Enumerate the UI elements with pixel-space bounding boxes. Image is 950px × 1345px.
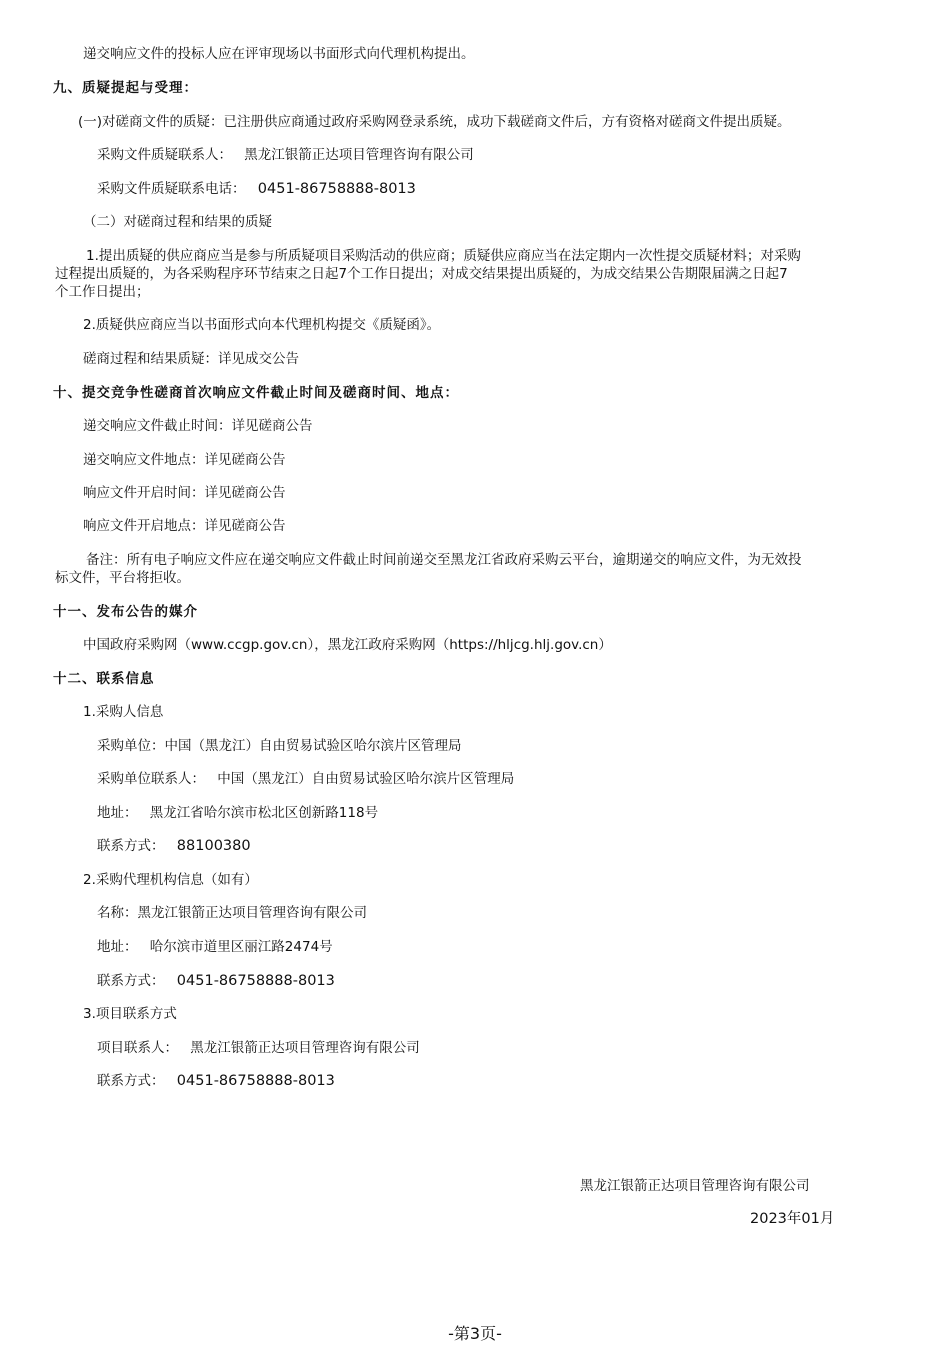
s9-contact-label: 采购文件质疑联系人：	[97, 147, 232, 163]
buyer-unit-value: 中国（黑龙江）自由贸易试验区哈尔滨片区管理局	[164, 738, 462, 754]
s10-open-time: 响应文件开启时间：详见磋商公告	[83, 485, 286, 501]
buyer-info-title: 1.采购人信息	[83, 704, 164, 720]
section-12-heading: 十二、联系信息	[53, 671, 155, 687]
buyer-contact-value: 中国（黑龙江）自由贸易试验区哈尔滨片区管理局	[217, 771, 515, 787]
section-9-heading: 九、质疑提起与受理：	[53, 80, 198, 96]
agent-address-label: 地址：	[97, 939, 138, 955]
agent-name-label: 名称：	[97, 905, 138, 921]
intro-line: 递交响应文件的投标人应在评审现场以书面形式向代理机构提出。	[83, 46, 475, 62]
project-phone-row	[97, 1072, 335, 1091]
buyer-unit-row	[97, 737, 462, 756]
signature-company: 黑龙江银箭正达项目管理咨询有限公司	[580, 1178, 810, 1194]
buyer-contact-row	[97, 770, 514, 789]
s9-item-2: 2.质疑供应商应当以书面形式向本代理机构提交《质疑函》。	[83, 317, 441, 333]
page-number-footer: -第3页-	[448, 1324, 502, 1343]
section-11-heading: 十一、发布公告的媒介	[53, 604, 198, 620]
project-contact-value: 黑龙江银箭正达项目管理咨询有限公司	[190, 1040, 420, 1056]
agent-address-row	[97, 938, 333, 957]
s10-deadline: 递交响应文件截止时间：详见磋商公告	[83, 418, 313, 434]
s9-contact-row	[97, 146, 474, 165]
agent-phone-value: 0451-86758888-8013	[176, 973, 335, 989]
section-10-heading: 十、提交竞争性磋商首次响应文件截止时间及磋商时间、地点：	[53, 385, 459, 401]
s9-result: 磋商过程和结果质疑：详见成交公告	[83, 351, 299, 367]
project-phone-label: 联系方式：	[97, 1073, 165, 1089]
s9-phone-value: 0451-86758888-8013	[257, 181, 416, 197]
s10-open-place: 响应文件开启地点：详见磋商公告	[83, 518, 286, 534]
agent-info-title: 2.采购代理机构信息（如有）	[83, 872, 258, 888]
buyer-address-row	[97, 804, 378, 823]
project-contact-row	[97, 1039, 420, 1058]
buyer-contact-label: 采购单位联系人：	[97, 771, 205, 787]
s10-note-line-2: 标文件，平台将拒收。	[55, 570, 190, 586]
buyer-address-label: 地址：	[97, 805, 138, 821]
buyer-phone-value: 88100380	[176, 838, 251, 854]
s9-item-1-line-3: 个工作日提出；	[55, 284, 150, 300]
s10-location: 递交响应文件地点：详见磋商公告	[83, 452, 286, 468]
agent-name-value: 黑龙江银箭正达项目管理咨询有限公司	[137, 905, 367, 921]
project-info-title: 3.项目联系方式	[83, 1006, 177, 1022]
s9-item-1-line-2: 过程提出质疑的，为各采购程序环节结束之日起7个工作日提出；对成交结果提出质疑的，为成交结果公告期限届满之日起7	[55, 266, 788, 282]
buyer-unit-label: 采购单位：	[97, 738, 165, 754]
s9-phone-row	[97, 180, 416, 199]
s9-phone-label: 采购文件质疑联系电话：	[97, 181, 246, 197]
agent-name-row	[97, 904, 367, 923]
agent-phone-label: 联系方式：	[97, 973, 165, 989]
s10-note-line-1: 备注：所有电子响应文件应在递交响应文件截止时间前递交至黑龙江省政府采购云平台，逾期递交的响应文件，为无效投	[86, 552, 802, 568]
s11-media: 中国政府采购网（www.ccgp.gov.cn），黑龙江政府采购网（https://hljcg.hlj.gov.cn）	[83, 637, 612, 653]
s9-paragraph-1: (一)对磋商文件的质疑：已注册供应商通过政府采购网登录系统，成功下载磋商文件后，方有资格对磋商文件提出质疑。	[78, 114, 791, 130]
s9-contact-value: 黑龙江银箭正达项目管理咨询有限公司	[244, 147, 474, 163]
buyer-phone-label: 联系方式：	[97, 838, 165, 854]
project-phone-value: 0451-86758888-8013	[176, 1073, 335, 1089]
buyer-phone-row	[97, 837, 251, 856]
s9-subsection-2: （二）对磋商过程和结果的质疑	[83, 214, 272, 230]
signature-date: 2023年01月	[750, 1211, 835, 1227]
buyer-address-value: 黑龙江省哈尔滨市松北区创新路118号	[149, 805, 379, 821]
agent-phone-row	[97, 972, 335, 991]
agent-address-value: 哈尔滨市道里区丽江路2474号	[149, 939, 333, 955]
project-contact-label: 项目联系人：	[97, 1040, 178, 1056]
s9-item-1-line-1: 1.提出质疑的供应商应当是参与所质疑项目采购活动的供应商；质疑供应商应当在法定期内一次性提交质疑材料；对采购	[86, 248, 801, 264]
